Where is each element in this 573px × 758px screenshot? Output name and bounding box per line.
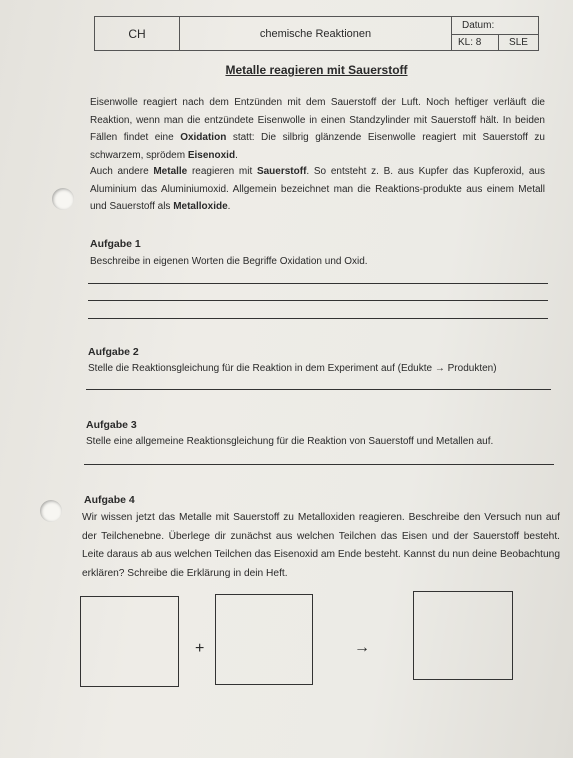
intro-paragraph-2 [90, 163, 545, 216]
answer-line [88, 283, 548, 284]
meta-cell [452, 17, 538, 50]
plus-sign: + [195, 640, 205, 657]
answer-line [88, 318, 548, 319]
term-metalle: Metalle [153, 166, 188, 177]
task-3-heading: Aufgabe 3 [86, 419, 137, 431]
answer-line [86, 389, 551, 390]
initials-cell: SLE [509, 37, 528, 48]
term-sauerstoff: Sauerstoff [256, 166, 307, 177]
page-title: Metalle reagieren mit Sauerstoff [225, 63, 408, 77]
term-metalloxide: Metalloxide [173, 201, 228, 212]
task-2-heading: Aufgabe 2 [88, 346, 139, 358]
term-oxidation: Oxidation [180, 132, 227, 143]
class-cell: KL: 8 [452, 35, 499, 50]
punch-hole [52, 188, 74, 210]
task-1-heading: Aufgabe 1 [90, 238, 141, 250]
term-eisenoxid: Eisenoxid [187, 149, 236, 161]
header-table [94, 16, 539, 51]
p2-text-a: Auch andere [90, 166, 154, 177]
p2-text-c: . So entsteht z. B. aus Kupfer das Kupferoxid, aus Aluminium das Aluminiumoxid. Allgemein bezeichnet man die Reaktions-produkte aus einem Metall und Sauerstoff als [90, 166, 545, 212]
meta-bottom-row [452, 35, 538, 50]
p2-text-d: . [227, 201, 231, 212]
punch-hole [40, 500, 62, 522]
p1-text-c: . [235, 149, 238, 161]
subject-cell: CH [95, 17, 180, 50]
answer-line [88, 300, 548, 301]
p2-text-b: reagieren mit [187, 166, 257, 177]
task-2-text: Stelle die Reaktionsgleichung für die Reaktion in dem Experiment auf (Edukte → Produkten) [88, 363, 497, 374]
p1-text-a: Eisenwolle reagiert nach dem Entzünden mit dem Sauerstoff der Luft. Noch heftiger verläuft die Reaktion, wenn man die entzündete Eisenwolle in einen Standzylinder mit Sauerstoff hält. In beiden Fällen findet eine [90, 97, 545, 143]
task-4-text: Wir wissen jetzt das Metalle mit Sauerstoff zu Metalloxiden reagieren. Beschreibe den Versuch nun auf der Teilchenebne. Überlege dir zunächst aus welchen Teilchen das Eisen und der Sauerstoff besteht. Leite daraus ab aus welchen Teilchen das Eisenoxid am Ende besteht. Kannst du nun deine Beobachtung erklären? Schreibe die Erklärung in dein Heft. [82, 512, 560, 579]
date-cell: Datum: [452, 17, 538, 35]
diagram-box-product[interactable] [413, 591, 513, 680]
topic-cell: chemische Reaktionen [180, 17, 452, 50]
task-4-heading: Aufgabe 4 [84, 494, 135, 506]
task-1-text: Beschreibe in eigenen Worten die Begriffe Oxidation und Oxid. [90, 256, 368, 267]
diagram-box-oxygen[interactable] [215, 594, 313, 685]
intro-paragraph-1 [90, 94, 545, 164]
task-3-text: Stelle eine allgemeine Reaktionsgleichung für die Reaktion von Sauerstoff und Metallen auf. [86, 436, 494, 447]
reaction-arrow: → [354, 639, 370, 656]
answer-line [84, 464, 554, 465]
p1-text-b: statt: Die silbrig glänzende Eisenwolle reagiert mit Sauerstoff zu schwarzem, sprödem [90, 132, 545, 161]
diagram-box-iron[interactable] [80, 596, 179, 687]
